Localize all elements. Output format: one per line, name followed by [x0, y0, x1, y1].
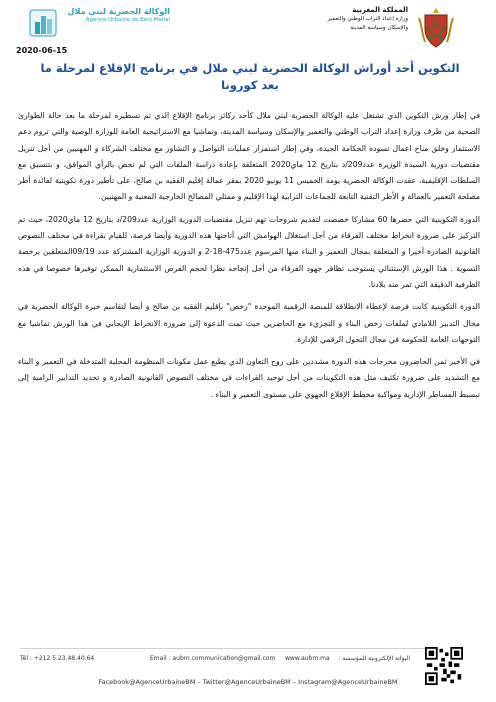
paragraph-1: في إطار ورش التكوين الذي تشتغل عليه الوكالة الحضرية لبني ملال كأحد ركائز برنامج الإقلاع الذي تم تسطيره لمرحلة ما بعد حالة الطوارئ الصحية من طرف وزارة إعداد التراب الوطني والتعمير والإسكان وسياسة المدينة، وتماشيا مع الاستراتيجية العامة للوزارة الوصية والتي تروم دعم الاستثمار وخلق مناخ اعمال تسوده الحكامة الجيدة، وفي إطار استمرار عمليات التواصل و التشاور مع مختلف الشركاء و المهنيين من أجل تنزيل مقتضيات دورية السيدة الوزيرة عدد209/د بتاريخ 12 ماي2020 المتعلقة بإعادة دراسة الملفات التي لم تحض بالرأي الموافق، و بتنسيق مع السلطات الإقليمية، عقدت الوكالة الحضرية يومه الخميس 11 يونيو 2020 بمقر عمالة إقليم الفقيه بن صالح، على تأطير دورة تكوينية لفائدة أطر مصلحة التعمير بالعمالة و الأطر التقنية التابعة للجماعات الترابية لهذا الإقليم و ممثلي المصالح الخارجية المعنية و المهنيين.	[18, 111, 481, 202]
paragraph-2: الدورة التكوينية التي حضرها 60 مشاركا خصصت لتقديم شروحات تهم تنزيل مقتضيات الدورية الوزارية عدد209/د بتاريخ 12 ماي2020، حيث تم التركيز على ضرورة انخراط مختلف الفرقاء من أجل استغلال الهوامش التي أتاحتها هذه الدورية وأيضا فرصة، للقيام بقراءة في مختلف النصوص القانونية الصادرة أخيرا و المتعلقة بمجال التعمير و البناء منها المرسوم عدد475-18-2 و الدورية الوزارية المشتركة عدد 09/19المتعلقين برخصة التسوية . هذا الورش الإستثنائي يستوجب تظافر جهود الفرقاء من أجل إنجاحه نظرا لحجم الفرص الاستثمارية الممكن توفيرها خصوصا في هذه الظرفية الدقيقة التي تمر منه بلادنا.	[18, 214, 481, 289]
paragraph-3: الدورة التكوينية كانت فرصة لإعطاء الانطلاقة للمنصة الرقمية الموحدة "رخص" بإقليم الفقيه بن صالح و أيضا لتقاسم خبرة الوكالة الحضرية في مجال التدبير اللامادي لملفات رخص البناء و التجزيء مع الحاضرين حيث تمت الدعوة إلى ضرورة الانخراط الإيجابي في هذا الورش تماشيا مع التوجهات العامة للحكومة في مجال التحول الرقمي للإدارة.	[18, 302, 480, 344]
kingdom-label: المملكة المغربية	[352, 6, 408, 14]
ministry-line-2: والإسكان وسياسة المدينة	[350, 25, 408, 31]
royal-emblem-icon	[416, 6, 456, 50]
footer-email[interactable]: Email : aubm.communication@gmail.com	[150, 655, 276, 662]
agency-name-block	[60, 8, 170, 24]
footer-website-link[interactable]: www.aubm.ma	[285, 655, 330, 662]
page-title: التكوين أحد أوراش الوكالة الحضرية لبني ملال في برنامج الإقلاع لمرحلة ما بعد كورونا	[40, 61, 460, 92]
agency-name-ar: الوكالة الحضرية لبني ملال	[67, 7, 170, 16]
footer-phone: Tél : +212 5.23.48.40.64	[20, 655, 95, 662]
press-release-date: 2020-06-15	[16, 46, 68, 55]
agency-logo-icon	[28, 6, 58, 40]
ministry-line-1: وزارة إعداد التراب الوطني والتعمير	[327, 16, 408, 22]
footer-social-links[interactable]: Facebook@AgenceUrbaineBM – Twitter@AgenceUrbaineBM – Instagram@AgenceUrbaineBM	[98, 678, 398, 686]
paragraph-4: في الأخير ثمن الحاضرون مخرجات هذه الدورة مشددين على روح التعاون الذي يطبع عمل مكونات المنظومة المحلية المتدخلة في التعمير و البناء مع التشديد على ضرورة تكثيف مثل هذه التكوينات من أجل توحيد القراءات في مختلف النصوص القانونية الصادرة و تحديد التدابير الرامية إلى تبسيط المساطر الإدارية ومواكبة مخطط الإقلاع الجهوي على مستوى التعمير و البناء .	[18, 357, 480, 399]
article-body	[18, 108, 480, 409]
footer-portal-label: البوابة الإلكترونية للمؤسسة :	[338, 655, 410, 662]
ministry-block	[258, 6, 408, 33]
footer-divider	[20, 648, 428, 649]
agency-name-fr: Agence Urbaine de Beni Mellal	[85, 17, 170, 23]
